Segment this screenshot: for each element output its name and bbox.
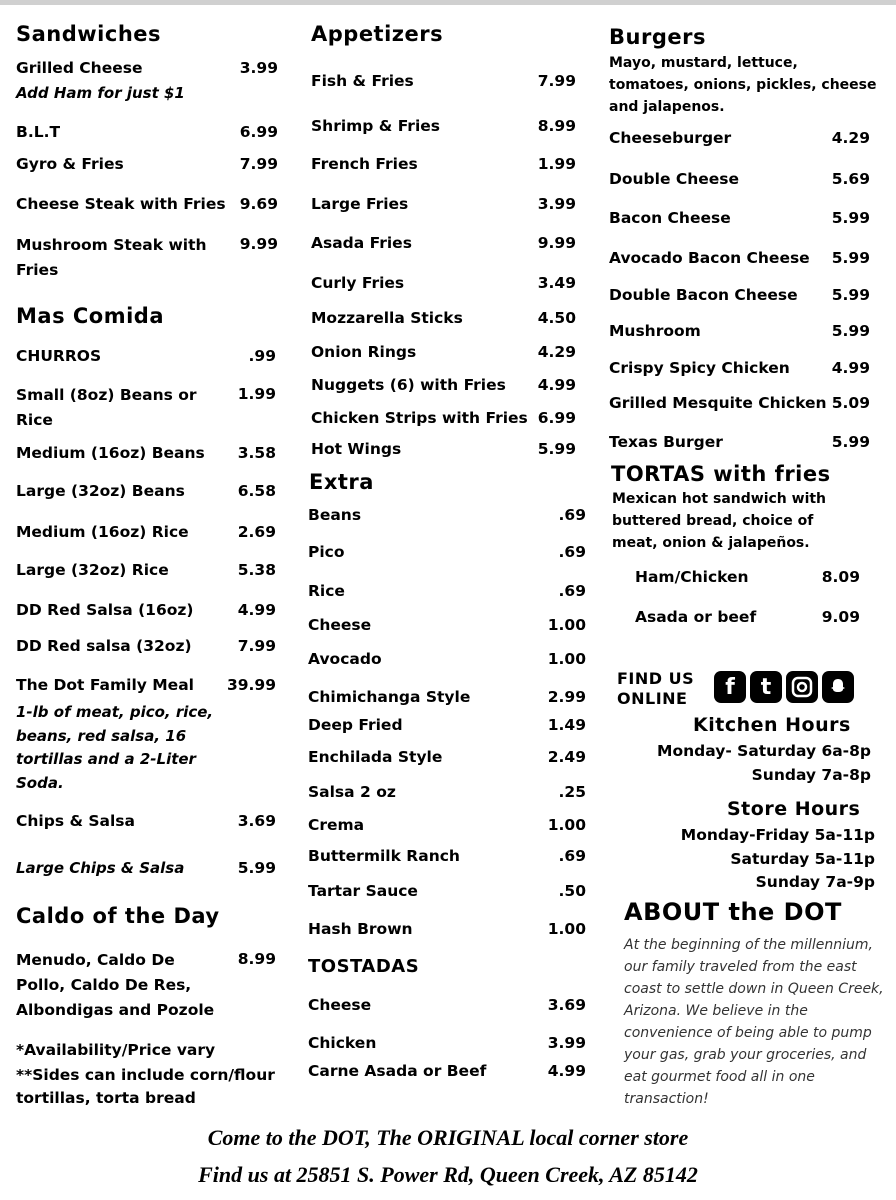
menu-item-name: Large Fries xyxy=(311,195,409,213)
menu-item-name: Menudo, Caldo De Pollo, Caldo De Res, Albondigas and Pozole xyxy=(16,951,215,1019)
menu-item-price: .25 xyxy=(558,783,586,801)
instagram-icon[interactable] xyxy=(786,671,818,703)
menu-item-name: Fish & Fries xyxy=(311,72,414,90)
menu-item-price: 4.29 xyxy=(831,129,870,147)
mas-comida-heading: Mas Comida xyxy=(16,304,165,328)
menu-item-name: Avocado xyxy=(308,650,382,668)
menu-item-name: B.L.T xyxy=(16,123,61,141)
menu-item-name: Tartar Sauce xyxy=(308,882,418,900)
social-icons xyxy=(714,671,854,703)
menu-item-price: .69 xyxy=(558,506,586,524)
menu-item-price: 8.99 xyxy=(237,950,276,968)
menu-item-name: Hash Brown xyxy=(308,920,413,938)
menu-item-price: 1.00 xyxy=(547,616,586,634)
menu-item-name: Medium (16oz) Beans xyxy=(16,444,205,462)
menu-item-name: Large (32oz) Rice xyxy=(16,561,169,579)
menu-item-name: Chicken Strips with Fries xyxy=(311,409,528,427)
menu-item-name: Chips & Salsa xyxy=(16,812,135,830)
kitchen-hours-line: Monday- Saturday 6a-8p xyxy=(657,742,871,760)
find-us-label xyxy=(617,669,694,709)
menu-item-price: 9.09 xyxy=(821,608,860,626)
menu-item-price: 4.99 xyxy=(831,359,870,377)
store-hours-line: Monday-Friday 5a-11p xyxy=(680,826,875,844)
extra-heading: Extra xyxy=(309,470,374,494)
burgers-description: Mayo, mustard, lettuce, tomatoes, onions, pickles, cheese and jalapenos. xyxy=(609,55,877,115)
caldo-note: *Availability/Price vary xyxy=(16,1041,216,1059)
menu-item-name: Deep Fried xyxy=(308,716,403,734)
menu-item-price: 5.69 xyxy=(831,170,870,188)
menu-item-name: Cheeseburger xyxy=(609,129,732,147)
menu-item-name: Crispy Spicy Chicken xyxy=(609,359,790,377)
menu-item-name: Asada Fries xyxy=(311,234,412,252)
about-text: At the beginning of the millennium, our family traveled from the east coast to settle down in Queen Creek, Arizona. We believe in the convenience of being able to pump your gas, grab your groceries, and eat gourmet food all in one transaction! xyxy=(624,937,884,1107)
menu-item-name: Chimichanga Style xyxy=(308,688,471,706)
menu-item-price: 3.99 xyxy=(537,195,576,213)
menu-item-name: CHURROS xyxy=(16,347,102,365)
menu-item-price: 7.99 xyxy=(237,637,276,655)
caldo-note: **Sides can include corn/flour tortillas, torta bread xyxy=(16,1066,275,1107)
menu-item-price: 7.99 xyxy=(537,72,576,90)
kitchen-hours-line: Sunday 7a-8p xyxy=(751,766,871,784)
burgers-heading: Burgers xyxy=(609,25,706,49)
menu-item-name: Mushroom xyxy=(609,322,701,340)
menu-item-price: .69 xyxy=(558,543,586,561)
menu-item-name: Gyro & Fries xyxy=(16,155,124,173)
menu-item-name: DD Red Salsa (16oz) xyxy=(16,601,194,619)
menu-item-price: 2.49 xyxy=(547,748,586,766)
menu-item-price: 39.99 xyxy=(226,676,276,694)
twitter-icon[interactable]: t xyxy=(750,671,782,703)
menu-item-price: 1.99 xyxy=(237,385,276,403)
menu-item-price: 8.09 xyxy=(821,568,860,586)
menu-item-name: Mushroom Steak with Fries xyxy=(16,236,207,279)
menu-item-name: Avocado Bacon Cheese xyxy=(609,249,810,267)
menu-item-price: 4.50 xyxy=(537,309,576,327)
about-heading: ABOUT the DOT xyxy=(624,898,842,926)
menu-item-price: 3.99 xyxy=(239,59,278,77)
menu-item-price: 5.99 xyxy=(831,209,870,227)
menu-item-name: Crema xyxy=(308,816,365,834)
footer-address: Find us at 25851 S. Power Rd, Queen Creek, AZ 85142 xyxy=(198,1162,698,1187)
menu-item-name: Texas Burger xyxy=(609,433,723,451)
find-us-line1: FIND US xyxy=(617,669,695,688)
menu-item-price: 4.99 xyxy=(237,601,276,619)
menu-item-name: Beans xyxy=(308,506,362,524)
menu-item-price: 3.69 xyxy=(237,812,276,830)
menu-item-name: Double Bacon Cheese xyxy=(609,286,798,304)
menu-item-price: 1.00 xyxy=(547,650,586,668)
menu-item-note: Add Ham for just $1 xyxy=(16,84,185,102)
menu-item-price: 9.99 xyxy=(239,235,278,253)
tortas-description: Mexican hot sandwich with buttered bread, choice of meat, onion & jalapeños. xyxy=(612,491,827,551)
menu-item-price: 4.99 xyxy=(547,1062,586,1080)
menu-item-name: Pico xyxy=(308,543,345,561)
menu-item-price: 7.99 xyxy=(239,155,278,173)
menu-item-price: 3.99 xyxy=(547,1034,586,1052)
menu-item-name: The Dot Family Meal xyxy=(16,676,194,694)
snapchat-glyph xyxy=(827,676,849,698)
find-us-line2: ONLINE xyxy=(617,689,688,708)
menu-item-name: Ham/Chicken xyxy=(635,568,749,586)
menu-item-price: 5.99 xyxy=(237,859,276,877)
menu-item-name: Cheese xyxy=(308,996,372,1014)
menu-item-name: Mozzarella Sticks xyxy=(311,309,463,327)
top-border xyxy=(0,0,896,5)
kitchen-hours-heading: Kitchen Hours xyxy=(693,714,851,736)
menu-item-name: Asada or beef xyxy=(635,608,757,626)
caldo-heading: Caldo of the Day xyxy=(16,904,220,928)
menu-item-price: 5.99 xyxy=(831,249,870,267)
menu-item-name: Enchilada Style xyxy=(308,748,443,766)
sandwiches-heading: Sandwiches xyxy=(16,22,162,46)
menu-item-name: Cheese xyxy=(308,616,372,634)
menu-item-name: DD Red salsa (32oz) xyxy=(16,637,192,655)
menu-item-name: Onion Rings xyxy=(311,343,417,361)
menu-item-price: 1.00 xyxy=(547,816,586,834)
menu-item-price: 5.99 xyxy=(831,433,870,451)
menu-item-price: 3.69 xyxy=(547,996,586,1014)
menu-item-price: 5.99 xyxy=(831,322,870,340)
menu-item-price: 5.38 xyxy=(237,561,276,579)
instagram-glyph xyxy=(791,676,813,698)
menu-item-name: Nuggets (6) with Fries xyxy=(311,376,506,394)
menu-item-name: Salsa 2 oz xyxy=(308,783,396,801)
menu-item-name: Small (8oz) Beans or Rice xyxy=(16,386,197,429)
menu-item-price: 3.49 xyxy=(537,274,576,292)
menu-item-name: Double Cheese xyxy=(609,170,740,188)
menu-item-name: Bacon Cheese xyxy=(609,209,731,227)
store-hours-heading: Store Hours xyxy=(727,798,861,820)
menu-item-price: .50 xyxy=(558,882,586,900)
menu-item-name: Large Chips & Salsa xyxy=(16,859,185,877)
menu-item-price: .69 xyxy=(558,847,586,865)
menu-item-price: 6.99 xyxy=(239,123,278,141)
menu-item-name: Cheese Steak with Fries xyxy=(16,195,226,213)
menu-item-price: 2.69 xyxy=(237,523,276,541)
snapchat-icon[interactable] xyxy=(822,671,854,703)
footer-tagline: Come to the DOT, The ORIGINAL local corner store xyxy=(207,1125,689,1150)
menu-item-name: Medium (16oz) Rice xyxy=(16,523,189,541)
menu-item-price: 5.99 xyxy=(537,440,576,458)
menu-item-price: 4.29 xyxy=(537,343,576,361)
menu-item-price: 9.99 xyxy=(537,234,576,252)
menu-item-name: French Fries xyxy=(311,155,418,173)
menu-item-price: 3.58 xyxy=(237,444,276,462)
menu-item-price: 6.58 xyxy=(237,482,276,500)
menu-item-price: .99 xyxy=(248,347,276,365)
menu-item-price: 1.49 xyxy=(547,716,586,734)
menu-item-name: Carne Asada or Beef xyxy=(308,1062,487,1080)
facebook-icon[interactable]: f xyxy=(714,671,746,703)
menu-item-name: Curly Fries xyxy=(311,274,405,292)
menu-item-price: 1.00 xyxy=(547,920,586,938)
menu-item-price: 8.99 xyxy=(537,117,576,135)
menu-item-price: 1.99 xyxy=(537,155,576,173)
menu-item-name: Rice xyxy=(308,582,345,600)
menu-item-note: 1-lb of meat, pico, rice, beans, red salsa, 16 tortillas and a 2-Liter Soda. xyxy=(16,703,214,792)
store-hours-line: Saturday 5a-11p xyxy=(730,850,875,868)
menu-item-name: Chicken xyxy=(308,1034,377,1052)
menu-item-price: 4.99 xyxy=(537,376,576,394)
menu-item-name: Shrimp & Fries xyxy=(311,117,441,135)
menu-item-price: 6.99 xyxy=(537,409,576,427)
menu-item-name: Hot Wings xyxy=(311,440,402,458)
menu-item-name: Grilled Cheese xyxy=(16,59,143,77)
menu-item-name: Buttermilk Ranch xyxy=(308,847,460,865)
appetizers-heading: Appetizers xyxy=(311,22,444,46)
menu-item-price: .69 xyxy=(558,582,586,600)
menu-item-name: Large (32oz) Beans xyxy=(16,482,185,500)
menu-item-price: 5.09 xyxy=(831,394,870,412)
menu-item-name: Grilled Mesquite Chicken xyxy=(609,394,827,412)
menu-item-price: 2.99 xyxy=(547,688,586,706)
menu-item-price: 9.69 xyxy=(239,195,278,213)
tortas-heading: TORTAS with fries xyxy=(611,462,831,486)
store-hours-line: Sunday 7a-9p xyxy=(755,873,875,891)
tostadas-heading: TOSTADAS xyxy=(308,956,420,977)
menu-item-price: 5.99 xyxy=(831,286,870,304)
